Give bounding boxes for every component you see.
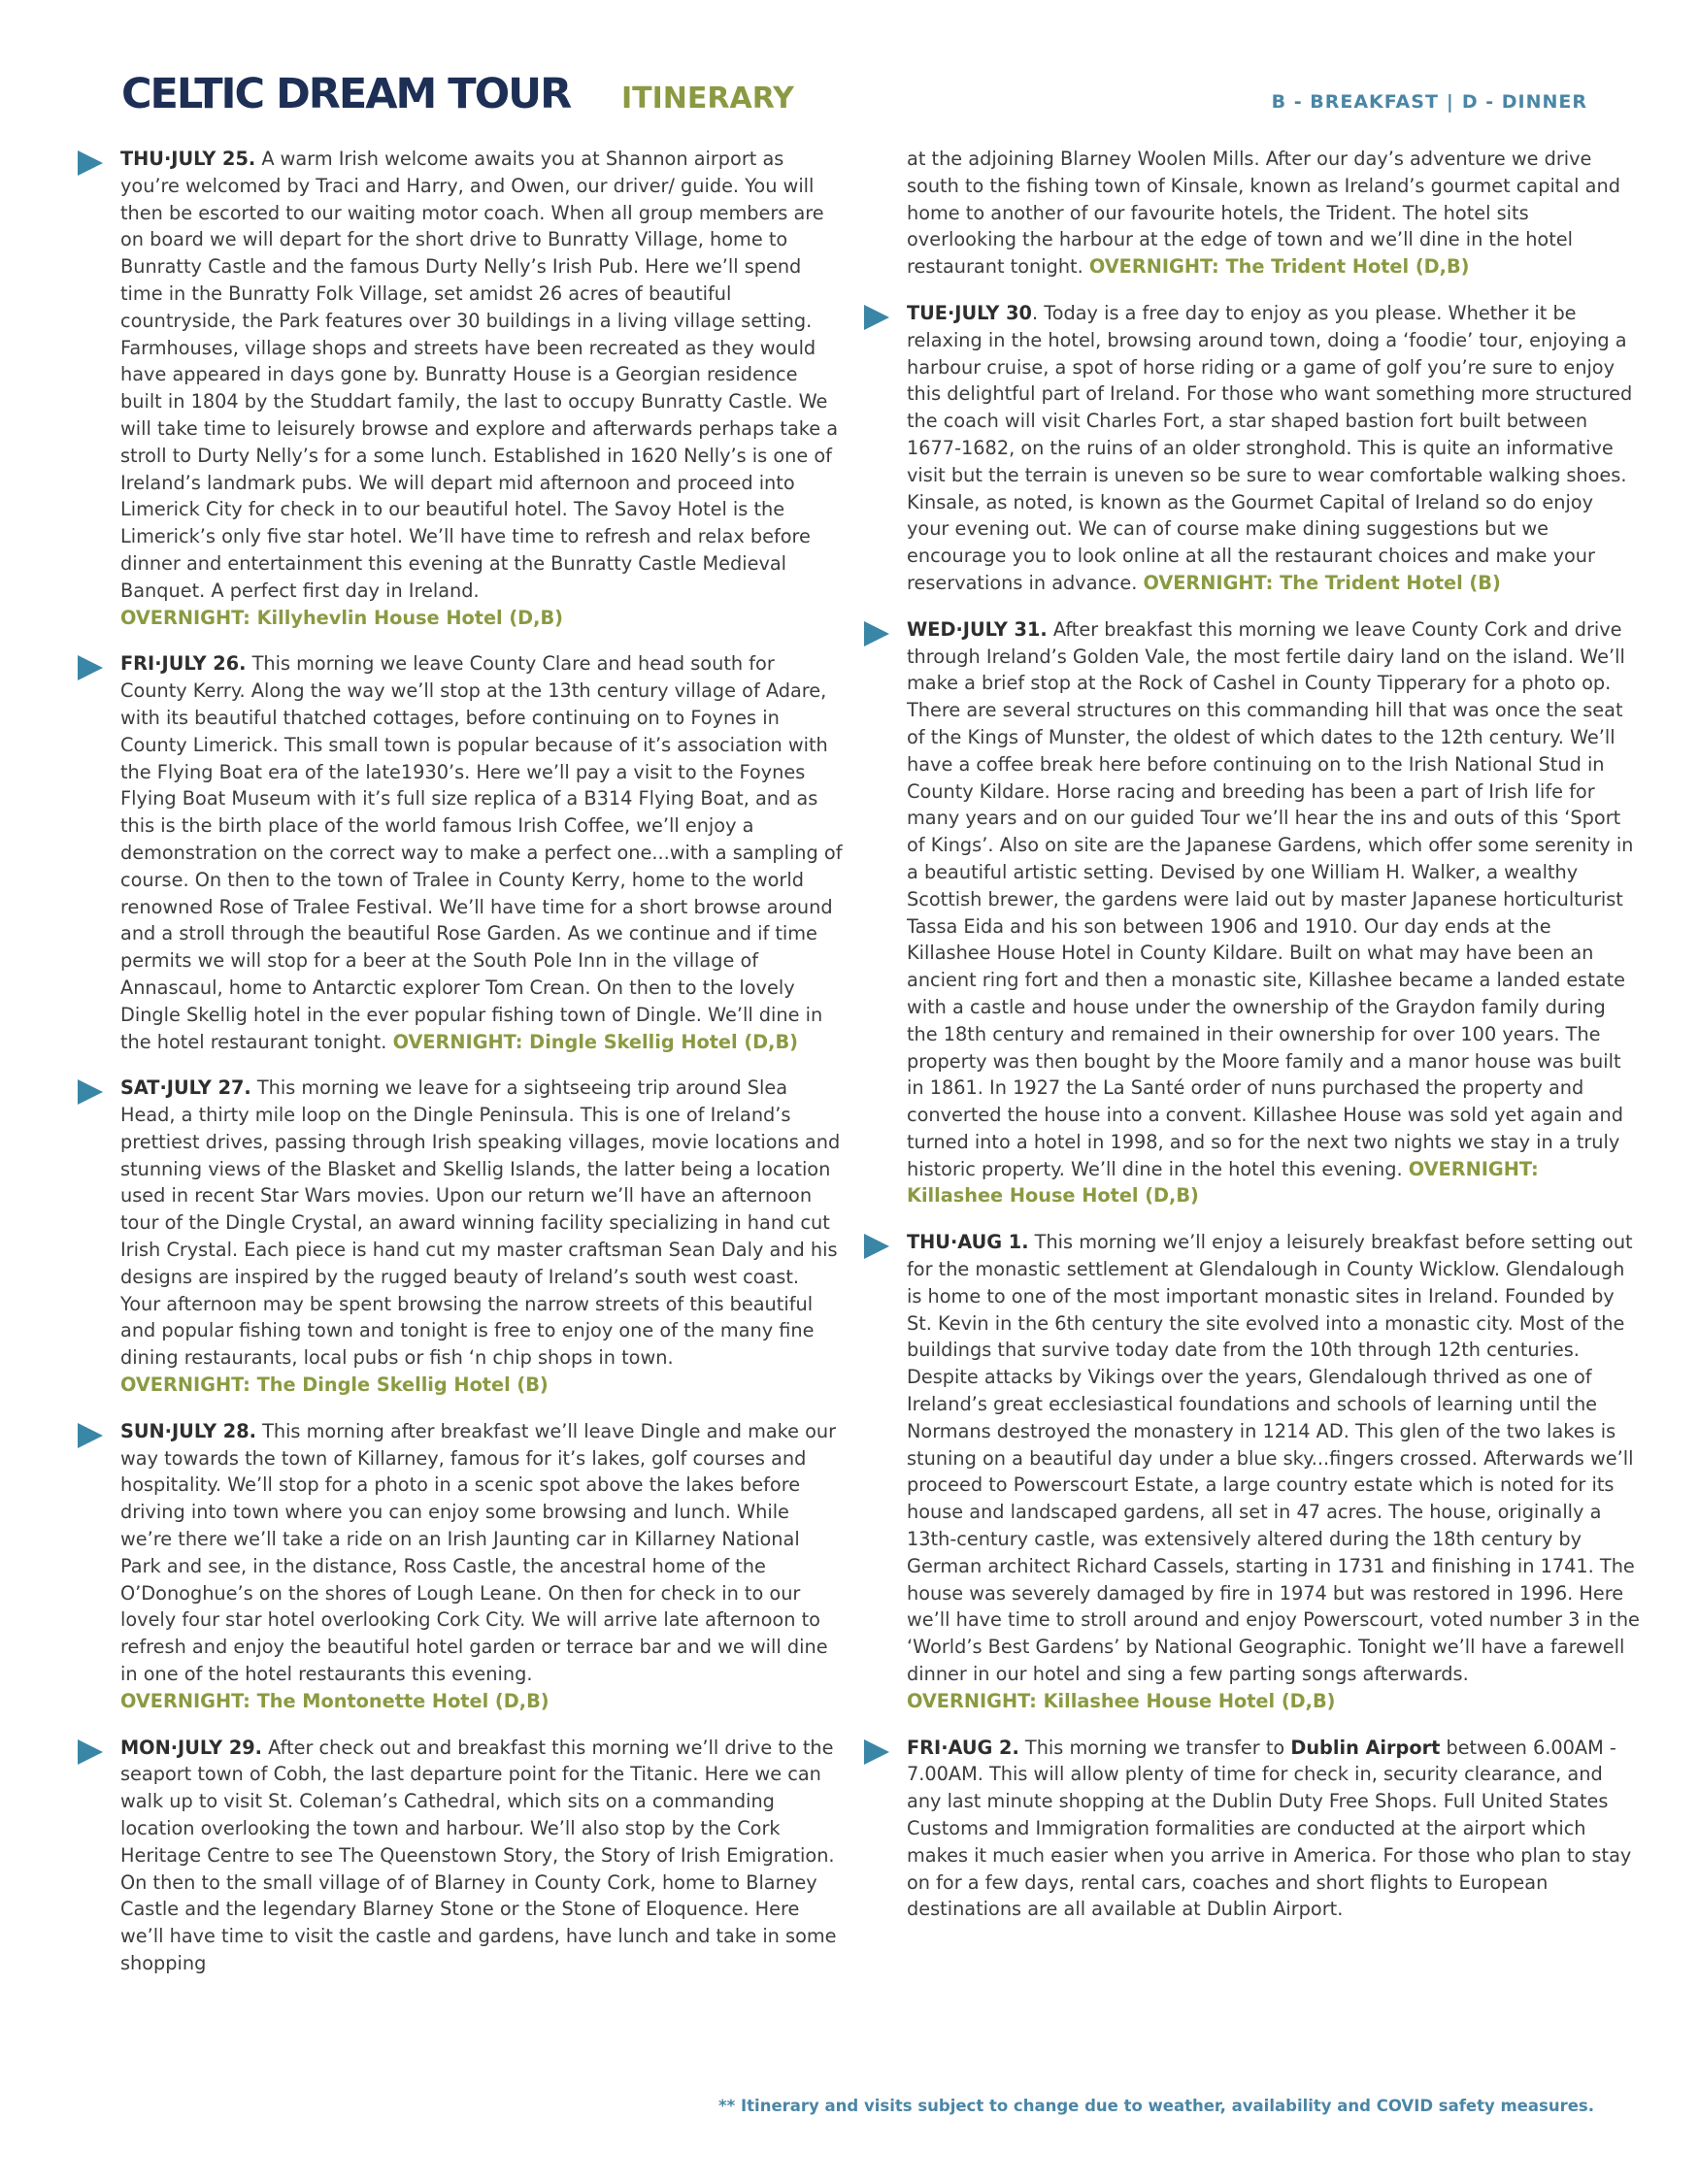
day-description: After breakfast this morning we leave County Cork and drive through Ireland’s Golden Vale, the most fertile dairy land on the island. We’ll make a brief stop at the Rock of Cashel in County Tipperary for a photo op. There are several structures on this commanding hill that was once the seat of the Kings of Munster, the oldest of which dates to the 12th century. We’ll have a coffee break here before continuing on to the Irish National Stud in County Kildare. Horse racing and breeding has been a part of Irish life for many years and on our guided Tour we’ll hear the ins and outs of this ‘Sport of Kings’. Also on site are the Japanese Gardens, which offer some serenity in a beautiful artistic setting. Devised by one William H. Walker, a wealthy Scottish brewer, the gardens were laid out by master Japanese horticulturist Tassa Eida and his son between 1906 and 1910. Our day ends at the Killashee House Hotel in County Kildare. Built on what may have been an ancient ring fort and then a monastic site, Killashee became a landed estate with a castle and house under the ownership of the Graydon family during the 18th century and remained in their ownership for over 100 years. The property was then bought by the Moore family and a manor house was built in 1861. In 1927 the La Santé order of nuns purchased the property and converted the house into a convent. Killashee House was sold yet again and turned into a hotel in 1998, and so for the next two nights we stay in a truly historic property. We’ll dine in the hotel this evening. — [907, 617, 1634, 1180]
day-description: between 6.00AM - 7.00AM. This will allow plenty of time for check in, security clearance, and any last minute shopping at the Dublin Duty Free Shops. Full United States Customs and Immigration formalities are conducted at the airport which makes it much easier when you arrive in America. For those who plan to stay on for a few days, rental cars, coaches and short flights to European destinations are all available at Dublin Airport. — [907, 1736, 1632, 1921]
day-entry-jul27 — [78, 1075, 845, 1399]
day-date: SAT·JULY 27. — [120, 1076, 251, 1100]
day-entry-jul25 — [78, 146, 845, 631]
day-entry-jul29-continued — [864, 146, 1641, 281]
day-description: This morning after breakfast we’ll leave Dingle and make our way towards the town of Killarney, famous for it’s lakes, golf courses and hospitality. We’ll stop for a photo in a scenic spot above the lakes before driving into town where you can enjoy some browsing and lunch. While we’re there we’ll take a ride on an Irish Jaunting car in Killarney National Park and see, in the distance, Ross Castle, the ancestral home of the O’Donoghue’s on the shores of Lough Leane. On then for check in to our lovely four star hotel overlooking Cork City. We will arrive late afternoon to refresh and enjoy the beautiful hotel garden or terrace bar and we will dine in one of the hotel restaurants this evening. — [120, 1419, 837, 1686]
overnight-hotel: OVERNIGHT: The Trident Hotel (B) — [1143, 571, 1501, 594]
day-date: SUN·JULY 28. — [120, 1419, 256, 1442]
triangle-bullet-icon — [78, 655, 103, 680]
day-entry-jul30 — [864, 300, 1641, 597]
day-description: This morning we leave County Clare and head south for County Kerry. Along the way we’ll stop at the 13th century village of Adare, with its beautiful thatched cottages, before continuing on to Foynes in County Limerick. This small town is popular because of it’s association with the Flying Boat era of the late1930’s. Here we’ll pay a visit to the Foynes Flying Boat Museum with it’s full size replica of a B314 Flying Boat, and as this is the birth place of the world famous Irish Coffee, we’ll enjoy a demonstration on the correct way to make a perfect one...with a sampling of course. On then to the town of Tralee in County Kerry, home to the world renowned Rose of Tralee Festival. We’ll have time for a short browse around and a stroll through the beautiful Rose Garden. As we continue and if time permits we will stop for a beer at the South Pole Inn in the village of Annascaul, home to Antarctic explorer Tom Crean. On then to the lovely Dingle Skellig hotel in the ever popular fishing town of Dingle. We’ll dine in the hotel restaurant tonight. — [120, 652, 843, 1053]
day-date: FRI·AUG 2. — [907, 1736, 1019, 1759]
day-description: This morning we leave for a sightseeing trip around Slea Head, a thirty mile loop on the Dingle Peninsula. This is one of Ireland’s prettiest drives, passing through Irish speaking villages, movie locations and stunning views of the Blasket and Skellig Islands, the latter being a location used in recent Star Wars movies. Upon our return we’ll have an afternoon tour of the Dingle Crystal, an award winning facility specializing in hand cut Irish Crystal. Each piece is hand cut my master craftsman Sean Daly and his designs are inspired by the rugged beauty of Ireland’s south west coast. Your afternoon may be spent browsing the narrow streets of this beautiful and popular fishing town and tonight is free to enjoy one of the many fine dining restaurants, local pubs or fish ‘n chip shops in town. — [120, 1076, 841, 1370]
day-date: MON·JULY 29. — [120, 1736, 262, 1759]
airport-name: Dublin Airport — [1290, 1736, 1441, 1759]
legend-breakfast: B - BREAKFAST — [1271, 91, 1439, 113]
page-header — [121, 68, 1587, 126]
day-paragraph — [907, 1735, 1641, 1924]
day-entry-aug1 — [864, 1229, 1641, 1714]
day-entry-jul29 — [78, 1735, 845, 1977]
day-paragraph — [120, 1735, 845, 1977]
day-paragraph — [120, 1418, 845, 1715]
overnight-hotel: OVERNIGHT: Dingle Skellig Hotel (D,B) — [392, 1030, 798, 1053]
day-date: THU·JULY 25. — [120, 148, 256, 170]
overnight-hotel: OVERNIGHT: Killyhevlin House Hotel (D,B) — [120, 606, 563, 629]
overnight-hotel: OVERNIGHT: Killashee House Hotel (D,B) — [907, 1689, 1336, 1712]
day-date: THU·AUG 1. — [907, 1231, 1029, 1254]
day-paragraph — [907, 1229, 1641, 1714]
triangle-bullet-icon — [78, 150, 103, 176]
triangle-bullet-icon — [78, 1739, 103, 1765]
overnight-hotel: OVERNIGHT: The Montonette Hotel (D,B) — [120, 1689, 550, 1712]
triangle-bullet-icon — [864, 1234, 889, 1259]
day-paragraph — [907, 146, 1641, 281]
triangle-bullet-icon — [864, 1739, 889, 1765]
day-date: WED·JULY 31. — [907, 617, 1048, 641]
day-paragraph — [120, 146, 845, 631]
day-date: TUE·JULY 30 — [907, 301, 1032, 324]
day-entry-jul31 — [864, 616, 1641, 1210]
triangle-bullet-icon — [78, 1423, 103, 1448]
legend-dinner: D - DINNER — [1461, 91, 1587, 113]
meal-legend — [1272, 91, 1587, 113]
day-description: at the adjoining Blarney Woolen Mills. After our day’s adventure we drive south to the fishing town of Kinsale, known as Ireland’s gourmet capital and home to another of our favourite hotels, the Trident. The hotel sits overlooking the harbour at the edge of town and we’ll dine in the hotel restaurant tonight. — [907, 148, 1620, 279]
day-date: FRI·JULY 26. — [120, 652, 247, 676]
day-entry-jul26 — [78, 650, 845, 1055]
day-description: . Today is a free day to enjoy as you please. Whether it be relaxing in the hotel, browsing around town, doing a ‘foodie’ tour, enjoying a harbour cruise, a spot of horse riding or a game of golf you’re sure to enjoy this delightful part of Ireland. For those who want something more structured the coach will visit Charles Fort, a star shaped bastion fort built between 1677-1682, on the ruins of an older stronghold. This is quite an informative visit but the terrain is uneven so be sure to wear comfortable walking shoes. Kinsale, as noted, is known as the Gourmet Capital of Ireland so do enjoy your evening out. We can of course make dining suggestions but we encourage you to look online at all the restaurant choices and make your reservations in advance. — [907, 301, 1633, 594]
overnight-hotel: OVERNIGHT: Killashee House Hotel (D,B) — [907, 1157, 1539, 1208]
day-paragraph — [907, 616, 1641, 1210]
day-paragraph — [120, 1075, 845, 1399]
right-column — [864, 146, 1641, 1942]
disclaimer-note: ** Itinerary and visits subject to change due to weather, availability and COVID safety measures. — [718, 2097, 1594, 2115]
triangle-bullet-icon — [864, 305, 889, 330]
triangle-bullet-icon — [864, 621, 889, 646]
day-entry-jul28 — [78, 1418, 845, 1715]
day-entry-aug2 — [864, 1735, 1641, 1924]
day-description: This morning we transfer to — [1018, 1736, 1291, 1759]
overnight-hotel: OVERNIGHT: The Dingle Skellig Hotel (B) — [120, 1373, 549, 1397]
legend-separator: | — [1446, 91, 1454, 113]
day-description: A warm Irish welcome awaits you at Shannon airport as you’re welcomed by Traci and Harry, and Owen, our driver/ guide. You will then be escorted to our waiting motor coach. When all group members are on board we will depart for the short drive to Bunratty Village, home to Bunratty Castle and the famous Durty Nelly’s Irish Pub. Here we’ll spend time in the Bunratty Folk Village, set amidst 26 acres of beautiful countryside, the Park features over 30 buildings in a living village setting. Farmhouses, village shops and streets have been recreated as they would have appeared in days gone by. Bunratty House is a Georgian residence built in 1804 by the Studdart family, the last to occupy Bunratty Castle. We will take time to leisurely browse and explore and afterwards perhaps take a stroll to Durty Nelly’s for a some lunch. Established in 1620 Nelly’s is one of Ireland’s landmark pubs. We will depart mid afternoon and proceed into Limerick City for check in to our beautiful hotel. The Savoy Hotel is the Limerick’s only five star hotel. We’ll have time to refresh and relax before dinner and entertainment this evening at the Bunratty Castle Medieval Banquet. A perfect first day in Ireland. — [120, 148, 839, 602]
triangle-bullet-icon — [78, 1079, 103, 1105]
overnight-hotel: OVERNIGHT: The Trident Hotel (D,B) — [1088, 255, 1470, 279]
day-paragraph — [907, 300, 1641, 597]
left-column — [78, 146, 845, 1997]
tour-title: CELTIC DREAM TOUR — [121, 70, 571, 118]
itinerary-subtitle: ITINERARY — [621, 82, 794, 116]
day-description: This morning we’ll enjoy a leisurely breakfast before setting out for the monastic settlement at Glendalough in County Wicklow. Glendalough is home to one of the most important monastic sites in Ireland. Founded by St. Kevin in the 6th century the site evolved into a monastic city. Most of the buildings that survive today date from the 10th through 12th centuries. Despite attacks by Vikings over the years, Glendalough thrived as one of Ireland’s great ecclesiastical foundations and schools of learning until the Normans destroyed the monastery in 1214 AD. This glen of the two lakes is stuning on a beautiful day under a blue sky...fingers crossed. Afterwards we’ll proceed to Powerscourt Estate, a large country estate which is noted for its house and landscaped gardens, all set in 47 acres. The house, originally a 13th-century castle, was extensively altered during the 18th century by German architect Richard Cassels, starting in 1731 and finishing in 1741. The house was severely damaged by fire in 1974 but was restored in 1996. Here we’ll have time to stroll around and enjoy Powerscourt, voted number 3 in the ‘World’s Best Gardens’ by National Geographic. Tonight we’ll have a farewell dinner in our hotel and sing a few parting songs afterwards. — [907, 1231, 1640, 1686]
day-description: After check out and breakfast this morning we’ll drive to the seaport town of Cobh, the last departure point for the Titanic. Here we can walk up to visit St. Coleman’s Cathedral, which sits on a commanding location overlooking the town and harbour. We’ll also stop by the Cork Heritage Centre to see The Queenstown Story, the Story of Irish Emigration. On then to the small village of of Blarney in County Cork, home to Blarney Castle and the legendary Blarney Stone or the Stone of Eloquence. Here we’ll have time to visit the castle and gardens, have lunch and take in some shopping — [120, 1736, 837, 1974]
day-paragraph — [120, 650, 845, 1055]
